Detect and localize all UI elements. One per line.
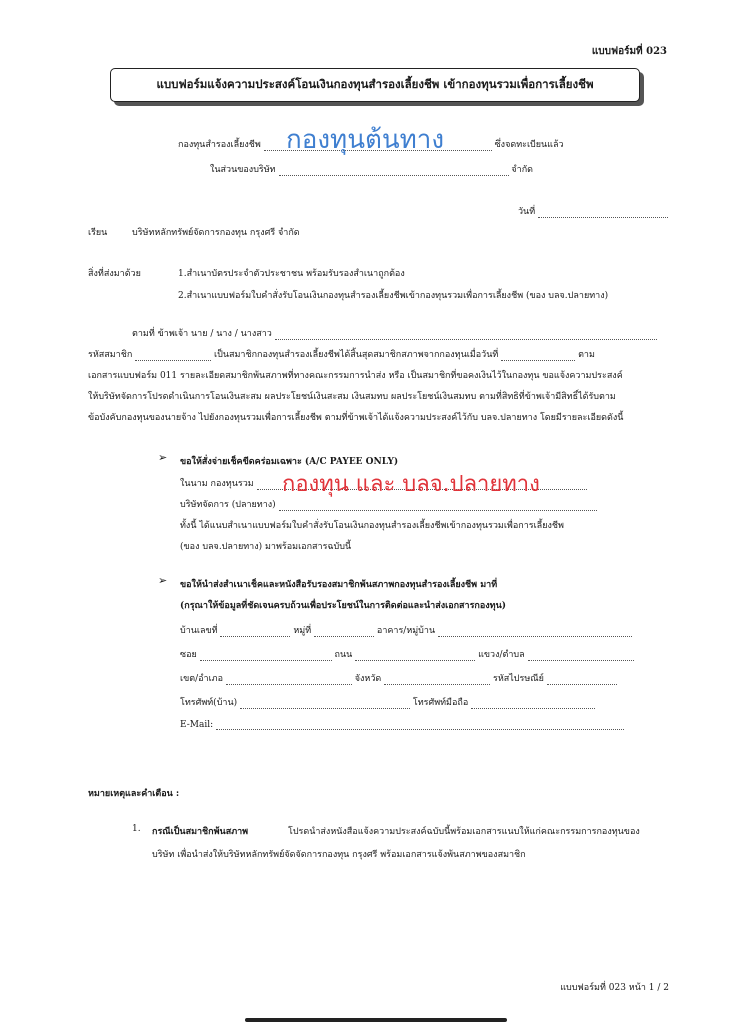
option1-note-1: ทั้งนี้ ได้แนบสำเนาแบบฟอร์มใบคำสั่งรับโอนเงินกองทุนสำรองเลี้ยงชีพเข้ากองทุนรวมเพื่อการเลี้ยงชีพ [180,521,564,531]
option2-subheading: (กรุณาให้ข้อมูลที่ชัดเจนครบถ้วนเพื่อประโยชน์ในการติดต่อและนำส่งเอกสารกองทุน) [180,601,507,611]
option2-heading: ขอให้นำส่งสำเนาเช็คและหนังสือรับรองสมาชิกพ้นสภาพกองทุนสำรองเลี้ยงชีพ มาที่ [180,580,498,590]
member-code-label: รหัสสมาชิก [88,350,133,360]
company-label: ในส่วนของบริษัท [210,165,276,175]
handwritten-source-fund: กองทุนต้นทาง [286,125,445,155]
subdistrict-field[interactable] [528,650,634,661]
district-field[interactable] [226,674,352,685]
district-label: เขต/อำเภอ [180,674,223,684]
arrow-bullet-icon: ➢ [158,451,168,464]
page-footer: แบบฟอร์มที่ 023 หน้า 1 / 2 [560,983,669,993]
phone-home-field[interactable] [240,698,410,709]
notes-heading: หมายเหตุและคำเตือน : [88,789,180,799]
date-field[interactable] [538,207,668,218]
body-line-1 [132,326,657,340]
company-name-field[interactable] [279,165,509,176]
form-number: แบบฟอร์มที่ 023 [591,46,667,57]
body-line-5: ข้อบังคับกองทุนของนายจ้าง ไปยังกองทุนรวมเพื่อการเลี้ยงชีพ ตามที่ข้าพเจ้าได้แจ้งความประสงค์ไว้กับ บลจ.ปลายทาง โดยมีรายละเอียดดังนี้ [88,413,624,423]
note-item-text-2: บริษัท เพื่อนำส่งให้บริษัทหลักทรัพย์จัดจัดการกองทุน กรุงศรี พร้อมเอกสารแจ้งพ้นสภาพของสมาชิก [152,850,526,860]
email-field[interactable] [216,719,624,730]
address-row-1 [180,623,632,637]
to-value: บริษัทหลักทรัพย์จัดการกองทุน กรุงศรี จำกัด [132,228,300,238]
body-line-2-suffix: ตาม [578,350,595,360]
arrow-bullet-icon: ➢ [158,574,168,587]
date-label: วันที่ [518,207,536,217]
body-line-4: ให้บริษัทจัดการโปรดดำเนินการโอนเงินสะสม ผลประโยชน์เงินสะสม เงินสมทบ ผลประโยชน์เงินสมทบ ตามที่สิทธิที่ข้าพเจ้ามีสิทธิ์ได้รับตาม [88,392,616,402]
house-no-field[interactable] [220,626,290,637]
address-row-2 [180,647,634,661]
postcode-field[interactable] [547,674,617,685]
note-item-text-1: โปรดนำส่งหนังสือแจ้งความประสงค์ฉบับนี้พร้อมเอกสารแนบให้แก่คณะกรรมการกองทุนของ [288,827,640,837]
province-label: จังหวัด [354,674,382,684]
body-line-2 [88,347,595,361]
phone-home-label: โทรศัพท์(บ้าน) [180,698,238,708]
email-label: E-Mail: [180,720,214,730]
fund-suffix: ซึ่งจดทะเบียนแล้ว [494,140,564,150]
body-line-3: เอกสารแบบฟอร์ม 011 รายละเอียดสมาชิกพ้นสภาพที่ทางคณะกรรมการนำส่ง หรือ เป็นสมาชิกที่ขอคงเงินไว้ในกองทุน ขอแจ้งความประสงค์ [88,371,623,381]
phone-mobile-label: โทรศัพท์มือถือ [412,698,469,708]
road-label: ถนน [334,650,353,660]
end-date-field[interactable] [501,350,575,361]
option1-company-label: บริษัทจัดการ (ปลายทาง) [180,500,276,510]
handwritten-destination: กองทุน และ บลจ.ปลายทาง [282,472,540,497]
attachment-item-1: 1.สำเนาบัตรประจำตัวประชาชน พร้อมรับรองสำเนาถูกต้อง [178,269,405,279]
member-name-field[interactable] [275,329,657,340]
moo-field[interactable] [314,626,374,637]
to-label: เรียน [88,228,108,238]
destination-company-field[interactable] [279,500,597,511]
moo-label: หมู่ที่ [293,626,312,636]
address-row-3 [180,671,617,685]
body-line-1-text: ตามที่ ข้าพเจ้า นาย / นาง / นางสาว [132,329,272,339]
attachments-label: สิ่งที่ส่งมาด้วย [88,269,141,279]
soi-label: ซอย [180,650,197,660]
attachment-item-2: 2.สำเนาแบบฟอร์มใบคำสั่งรับโอนเงินกองทุนสำรองเลี้ยงชีพเข้ากองทุนรวมเพื่อการเลี้ยงชีพ (ของ บลจ.ปลายทาง) [178,291,609,301]
date-line [518,204,668,218]
soi-field[interactable] [200,650,332,661]
house-no-label: บ้านเลขที่ [180,626,218,636]
title-box [110,68,640,102]
address-row-4 [180,695,595,709]
company-line [210,162,533,176]
subdistrict-label: แขวง/ตำบล [478,650,525,660]
postcode-label: รหัสไปรษณีย์ [492,674,544,684]
option1-fund-label: ในนาม กองทุนรวม [180,479,254,489]
road-field[interactable] [355,650,475,661]
form-title: แบบฟอร์มแจ้งความประสงค์โอนเงินกองทุนสำรองเลี้ยงชีพ เข้ากองทุนรวมเพื่อการเลี้ยงชีพ [156,77,594,91]
phone-mobile-field[interactable] [471,698,595,709]
province-field[interactable] [384,674,490,685]
member-code-field[interactable] [135,350,211,361]
body-line-2-text: เป็นสมาชิกกองทุนสำรองเลี้ยงชีพได้สิ้นสุดสมาชิกสภาพจากกองทุนเมื่อวันที่ [214,350,499,360]
note-item-number: 1. [132,824,141,834]
company-suffix: จำกัด [511,165,533,175]
option1-note-2: (ของ บลจ.ปลายทาง) มาพร้อมเอกสารฉบับนี้ [180,542,352,552]
address-row-5 [180,719,624,730]
building-field[interactable] [438,626,632,637]
home-indicator [245,1018,507,1022]
building-label: อาคาร/หมู่บ้าน [376,626,436,636]
fund-label: กองทุนสำรองเลี้ยงชีพ [178,140,261,150]
note-item-bold: กรณีเป็นสมาชิกพ้นสภาพ [152,827,249,837]
option1-heading: ขอให้สั่งจ่ายเช็คขีดคร่อมเฉพาะ (A/C PAYEE ONLY) [180,457,399,467]
